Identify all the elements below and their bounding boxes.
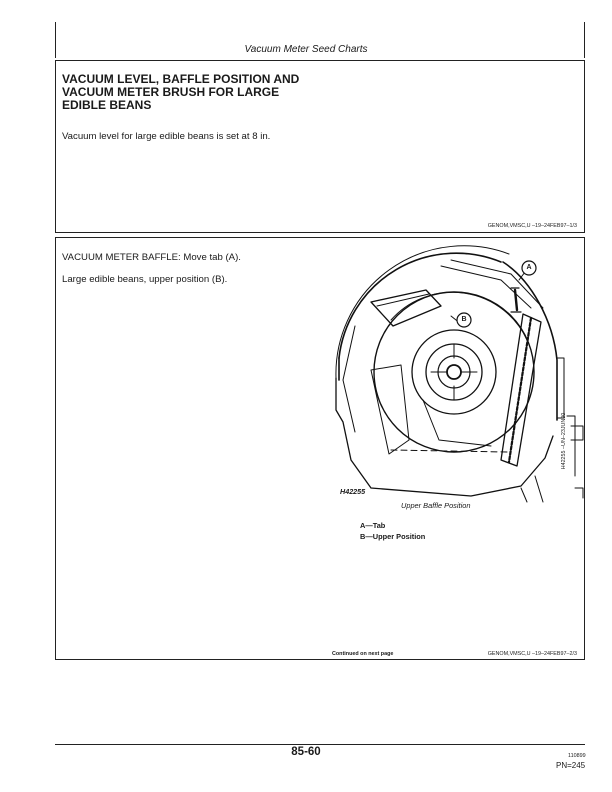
legend-item: A—Tab (360, 521, 386, 530)
page-number: 85-60 (291, 746, 321, 758)
reference-code: GENOM,VMSC,U –19–24FEB97–1/3 (487, 223, 577, 229)
section-vacuum-level (55, 60, 585, 233)
reference-code: GENOM,VMSC,U –19–24FEB97–2/3 (487, 651, 577, 657)
footer-code: 110899 (568, 753, 586, 759)
baffle-instruction: VACUUM METER BAFFLE: Move tab (A). (62, 252, 241, 263)
section-baffle (55, 237, 585, 660)
vacuum-meter-figure (331, 240, 586, 505)
section-title-line: EDIBLE BEANS (62, 98, 152, 112)
figure-legend (360, 520, 425, 542)
figure-side-ref: H42255 –UN–23JUN00 (561, 412, 567, 470)
footer-pn: PN=245 (556, 761, 586, 770)
section-title-line: VACUUM LEVEL, BAFFLE POSITION AND (62, 72, 300, 86)
figure-id: H42255 (340, 487, 366, 496)
section-title-line: VACUUM METER BRUSH FOR LARGE (62, 85, 280, 99)
section-title (62, 73, 299, 112)
baffle-position-text: Large edible beans, upper position (B). (62, 274, 228, 285)
legend-item: B—Upper Position (360, 532, 426, 541)
figure-caption: Upper Baffle Position (401, 501, 471, 510)
running-header: Vacuum Meter Seed Charts (244, 44, 368, 55)
callout-a-label: A (526, 264, 532, 271)
vacuum-level-text: Vacuum level for large edible beans is set at 8 in. (62, 131, 271, 142)
continued-note: Continued on next page (332, 651, 394, 657)
callout-b-label: B (461, 316, 467, 323)
footer-rule (55, 744, 585, 745)
